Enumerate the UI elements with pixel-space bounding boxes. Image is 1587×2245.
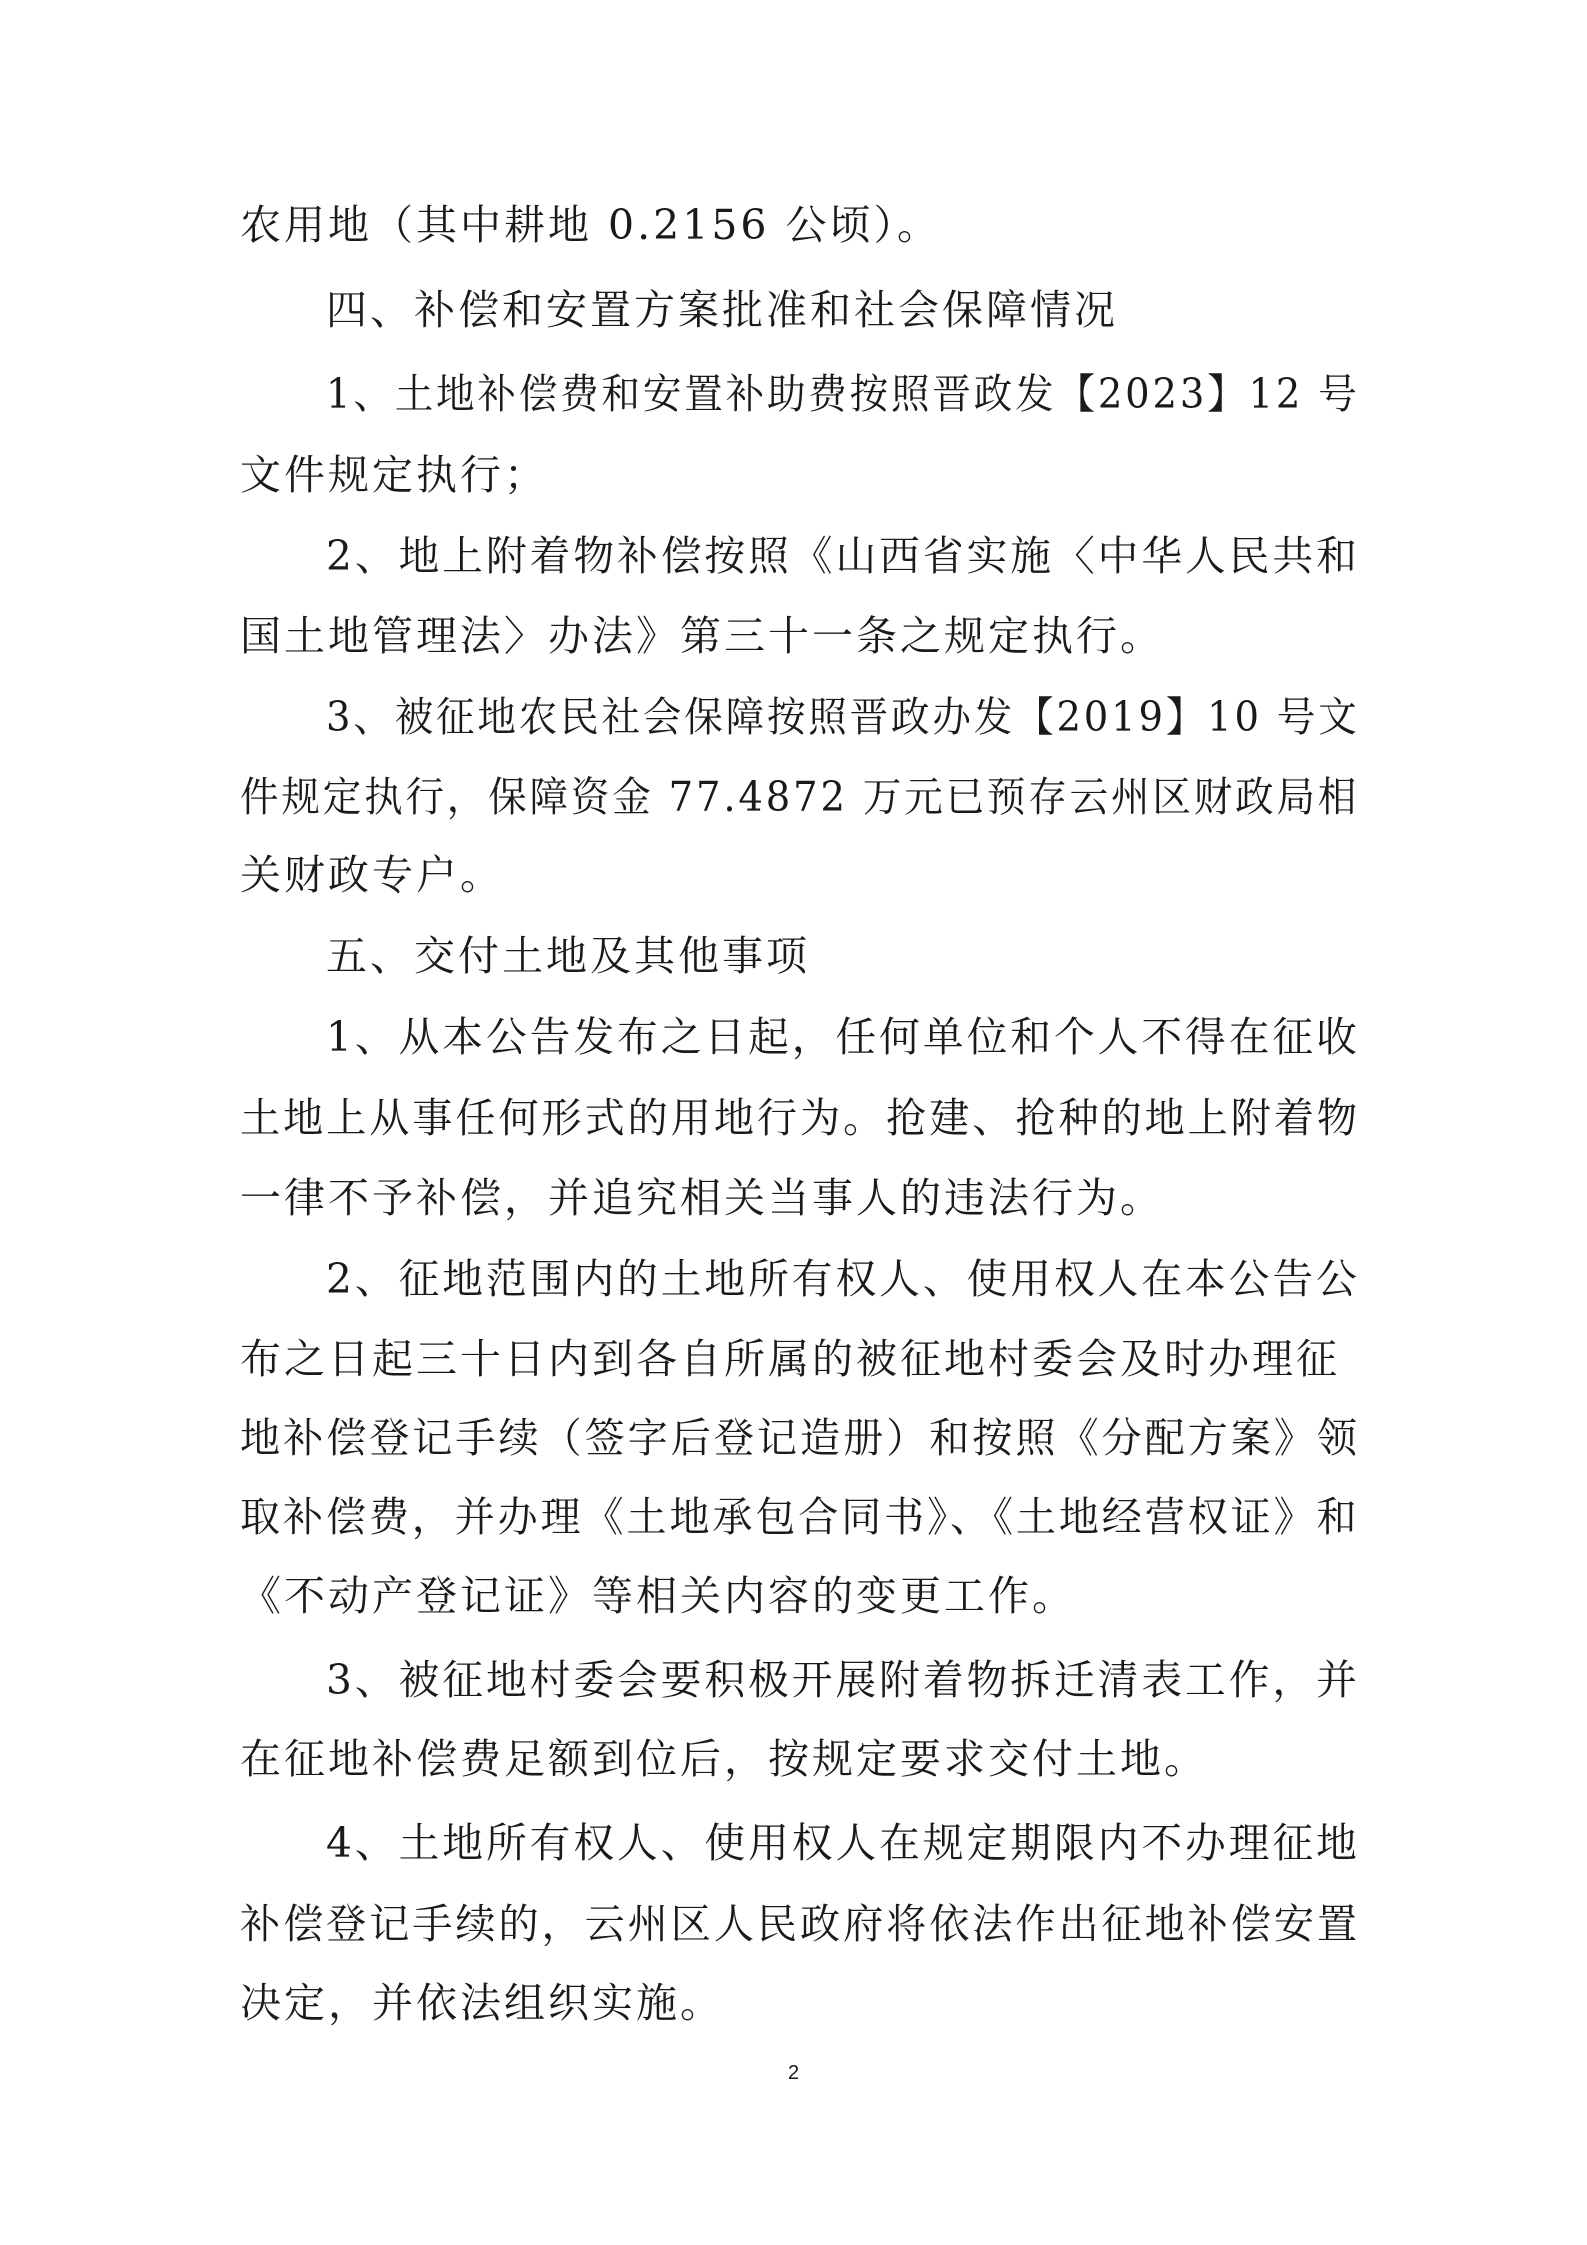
text-line: 土地上从事任何形式的用地行为。抢建、抢种的地上附着物 (240, 1094, 1360, 1142)
text-line: 3、被征地农民社会保障按照晋政办发【2019】10 号文 (326, 693, 1360, 741)
text-line: 一律不予补偿，并追究相关当事人的违法行为。 (240, 1174, 1164, 1222)
text-line: 2、地上附着物补偿按照《山西省实施〈中华人民共和 (326, 532, 1360, 580)
page-number: 2 (787, 2062, 800, 2084)
text-line: 取补偿费，并办理《土地承包合同书》、《土地经营权证》和 (240, 1493, 1360, 1541)
section-heading: 五、交付土地及其他事项 (326, 932, 810, 980)
text-line: 在征地补偿费足额到位后，按规定要求交付土地。 (240, 1735, 1208, 1783)
text-line: 农用地（其中耕地 0.2156 公顷）。 (240, 201, 942, 249)
text-line: 地补偿登记手续（签字后登记造册）和按照《分配方案》领 (240, 1414, 1360, 1462)
text-line: 布之日起三十日内到各自所属的被征地村委会及时办理征 (240, 1335, 1340, 1383)
text-line: 关财政专户。 (240, 851, 504, 899)
text-line: 《不动产登记证》等相关内容的变更工作。 (240, 1572, 1076, 1620)
text-line: 补偿登记手续的，云州区人民政府将依法作出征地补偿安置 (240, 1900, 1360, 1948)
section-heading: 四、补偿和安置方案批准和社会保障情况 (326, 286, 1118, 334)
text-line: 3、被征地村委会要积极开展附着物拆迁清表工作，并 (326, 1656, 1360, 1704)
text-line: 4、土地所有权人、使用权人在规定期限内不办理征地 (326, 1819, 1360, 1867)
text-line: 件规定执行，保障资金 77.4872 万元已预存云州区财政局相 (240, 773, 1360, 821)
text-line: 1、土地补偿费和安置补助费按照晋政发【2023】12 号 (326, 370, 1360, 418)
text-line: 文件规定执行； (240, 451, 548, 499)
text-line: 2、征地范围内的土地所有权人、使用权人在本公告公 (326, 1255, 1360, 1303)
text-line: 1、从本公告发布之日起，任何单位和个人不得在征收 (326, 1013, 1360, 1061)
text-line: 国土地管理法〉办法》第三十一条之规定执行。 (240, 612, 1164, 660)
text-line: 决定，并依法组织实施。 (240, 1979, 724, 2027)
